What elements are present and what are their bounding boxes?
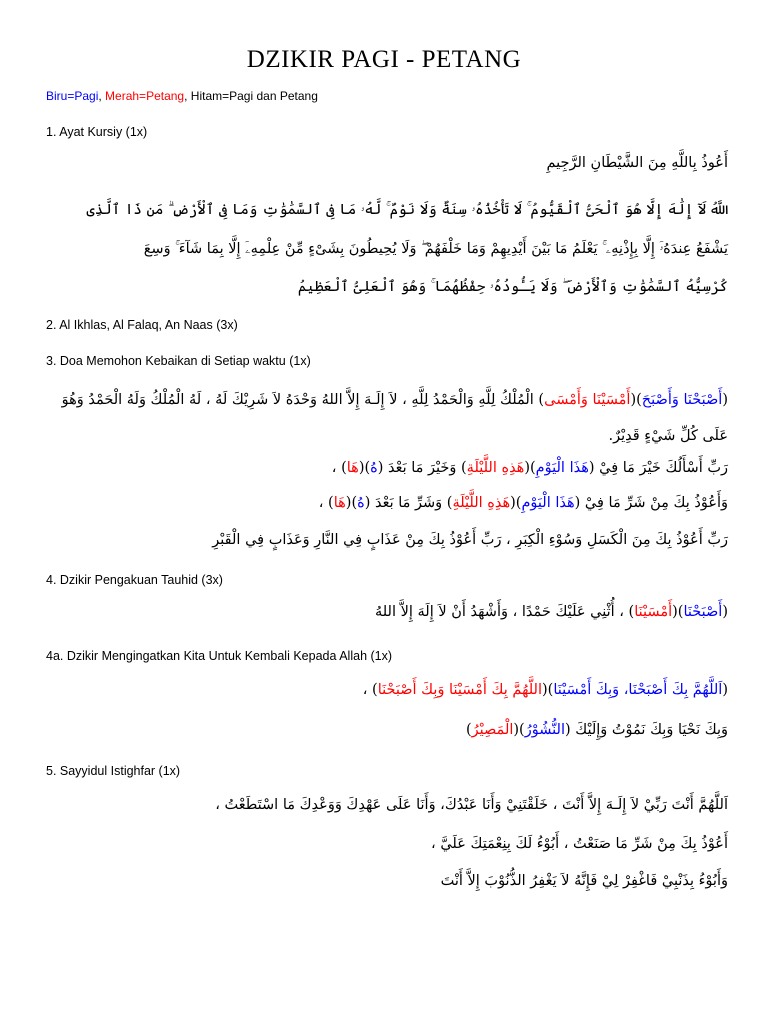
text: ) ،: [318, 495, 334, 511]
kembali-line-2: [40, 722, 728, 739]
section-4a-heading: 4a. Dzikir Mengingatkan Kita Untuk Kembali Kepada Allah (1x): [46, 649, 393, 663]
istighfar-line-2: أَعُوْذُ بِكَ مِنْ شَرِّ مَا صَنَعْتُ ، أَبُوْءُ لَكَ بِنِعْمَتِكَ عَلَيَّ ،: [431, 836, 728, 852]
text: ) الْمُلْكُ لِلَّهِ وَالْحَمْدُ لِلَّهِ ، لاَ إِلَـهَ إِلاَّ اللهُ وَحْدَهُ لاَ شَرِيْكَ لَهُ ، لَهُ الْمُلْكُ وَلَهُ الْحَمْدُ وَهُوَ عَلَى كُلِّ شَيْءٍ قَدِيْرٌ.: [61, 392, 728, 444]
text: رَبِّ أَسْأَلُكَ خَيْرَ مَا فِيْ (: [588, 460, 728, 476]
paren: (: [722, 392, 728, 408]
istighfar-line-3: وَأَبُوْءُ بِذَنْبِيْ فَاغْفِرْ لِيْ فَإِنَّهُ لاَ يَغْفِرُ الذُّنُوْبَ إِلاَّ أَنْتَ: [440, 873, 728, 889]
text: ) وَخَيْرَ مَا بَعْدَ (: [377, 460, 467, 476]
paren: )(: [513, 722, 525, 738]
document-title: DZIKIR PAGI - PETANG: [246, 46, 522, 73]
doa-kebaikan-line-1: [40, 382, 728, 454]
petang-text: هَا: [333, 495, 346, 511]
legend-pagi: Biru=Pagi: [46, 89, 99, 103]
petang-text: أَمْسَيْنَا وَأَمْسَى: [544, 392, 631, 408]
text: وَأَعُوْذُ بِكَ مِنْ شَرِّ مَا فِيْ (: [574, 495, 728, 511]
ayat-kursiy-line-1: أَعُوذُ بِاللَّهِ مِنَ الشَّيْطَانِ الرَّجِيمِ: [546, 155, 728, 171]
pagi-text: هُ: [357, 495, 365, 511]
petang-text: هَا: [346, 460, 359, 476]
text: ) ،: [362, 682, 378, 698]
petang-text: أَمْسَيْنَا: [634, 604, 673, 620]
ayat-kursiy-line-3: يَشْفَعُ عِندَهُۥٓ إِلَّا بِإِذْنِهِۦ ۚ يَعْلَمُ مَا بَيْنَ أَيْدِيهِمْ وَمَا خَلْفَهُمْ ۖ وَلَا يُحِيطُونَ بِشَىْءٍ مِّنْ عِلْمِهِۦٓ إِلَّا بِمَا شَآءَ ۚ وَسِعَ: [143, 241, 728, 257]
kembali-line-1: [40, 682, 728, 699]
pagi-text: النُّشُوْرُ: [524, 722, 565, 738]
doa-kebaikan-line-4: رَبِّ أَعُوْذُ بِكَ مِنَ الْكَسَلِ وَسُوْءِ الْكِبَرِ ، رَبِّ أَعُوْذُ بِكَ مِنْ عَذَابٍ فِي النَّارِ وَعَذَابٍ فِي الْقَبْرِ: [212, 532, 728, 548]
paren: )(: [542, 682, 554, 698]
text: وَبِكَ نَحْيَا وَبِكَ نَمُوْتُ وَإِلَيْكَ (: [564, 722, 728, 738]
legend-separator: ,: [98, 89, 106, 103]
pagi-text: أَصْبَحْنَا وَأَصْبَحَ: [641, 392, 723, 408]
paren: )(: [345, 495, 358, 511]
pagi-text: اَللَّهُمَّ بِكَ أَصْبَحْنَا، وَبِكَ أَمْسَيْنَا: [553, 682, 723, 698]
petang-text: هَذِهِ اللَّيْلَةِ: [466, 460, 525, 476]
pagi-text: أَصْبَحْنَا: [683, 604, 723, 620]
paren: )(: [524, 460, 536, 476]
paren: )(: [630, 392, 642, 408]
section-4-heading: 4. Dzikir Pengakuan Tauhid (3x): [46, 573, 223, 587]
paren: (: [722, 682, 728, 698]
section-1-heading: 1. Ayat Kursiy (1x): [46, 125, 148, 139]
section-3-heading: 3. Doa Memohon Kebaikan di Setiap waktu (1x): [46, 354, 311, 368]
section-2-heading: 2. Al Ikhlas, Al Falaq, An Naas (3x): [46, 318, 238, 332]
pagi-text: هَذَا الْيَوْمِ: [535, 460, 589, 476]
pagi-text: هُ: [370, 460, 378, 476]
ayat-kursiy-line-2: اللَّهُ لَآ إِلَٰهَ إِلَّا هُوَ ٱلْحَىُّ ٱلْقَيُّومُ ۚ لَا تَأْخُذُهُۥ سِنَةٌ وَلَا نَوْمٌ ۚ لَّهُۥ مَا فِى ٱلسَّمَٰوَٰتِ وَمَا فِى ٱلْأَرْضِ ۗ مَن ذَا ٱلَّذِى: [86, 202, 728, 218]
doa-kebaikan-line-2: [40, 460, 728, 477]
text: ) ،: [331, 460, 347, 476]
petang-text: هَذِهِ اللَّيْلَةِ: [452, 495, 511, 511]
petang-text: اللَّهُمَّ بِكَ أَمْسَيْنَا وَبِكَ أَصْبَحْنَا: [377, 682, 543, 698]
paren: )(: [510, 495, 522, 511]
text: ) وَشَرِّ مَا بَعْدَ (: [364, 495, 453, 511]
legend-petang: Merah=Petang: [105, 89, 185, 103]
ayat-kursiy-line-4: كُرْسِيُّهُ ٱلسَّمَٰوَٰتِ وَٱلْأَرْضَ ۖ وَلَا يَـُٔودُهُۥ حِفْظُهُمَا ۚ وَهُوَ ٱلْعَلِىُّ ٱلْعَظِيمُ: [297, 279, 728, 295]
doa-kebaikan-line-3: [40, 495, 728, 512]
pagi-text: هَذَا الْيَوْمِ: [521, 495, 575, 511]
petang-text: الْمَصِيْرُ: [471, 722, 514, 738]
paren: (: [722, 604, 728, 620]
text: ) ، أُثْنِي عَلَيْكَ حَمْدًا ، وَأَشْهَدُ أَنْ لاَ إِلَهَ إِلاَّ اللهُ: [374, 604, 635, 620]
istighfar-line-1: اَللَّهُمَّ أَنْتَ رَبِّيْ لاَ إِلَـهَ إِلاَّ أَنْتَ ، خَلَقْتَنِيْ وَأَنَا عَبْدُكَ، وَأَنَا عَلَى عَهْدِكَ وَوَعْدِكَ مَا اسْتَطَعْتُ ،: [215, 797, 728, 813]
tauhid-line: [40, 604, 728, 621]
paren: )(: [358, 460, 371, 476]
section-5-heading: 5. Sayyidul Istighfar (1x): [46, 764, 181, 778]
paren: )(: [672, 604, 684, 620]
paren: ): [465, 722, 472, 738]
legend-rest: , Hitam=Pagi dan Petang: [184, 89, 318, 103]
color-legend: [46, 89, 318, 103]
